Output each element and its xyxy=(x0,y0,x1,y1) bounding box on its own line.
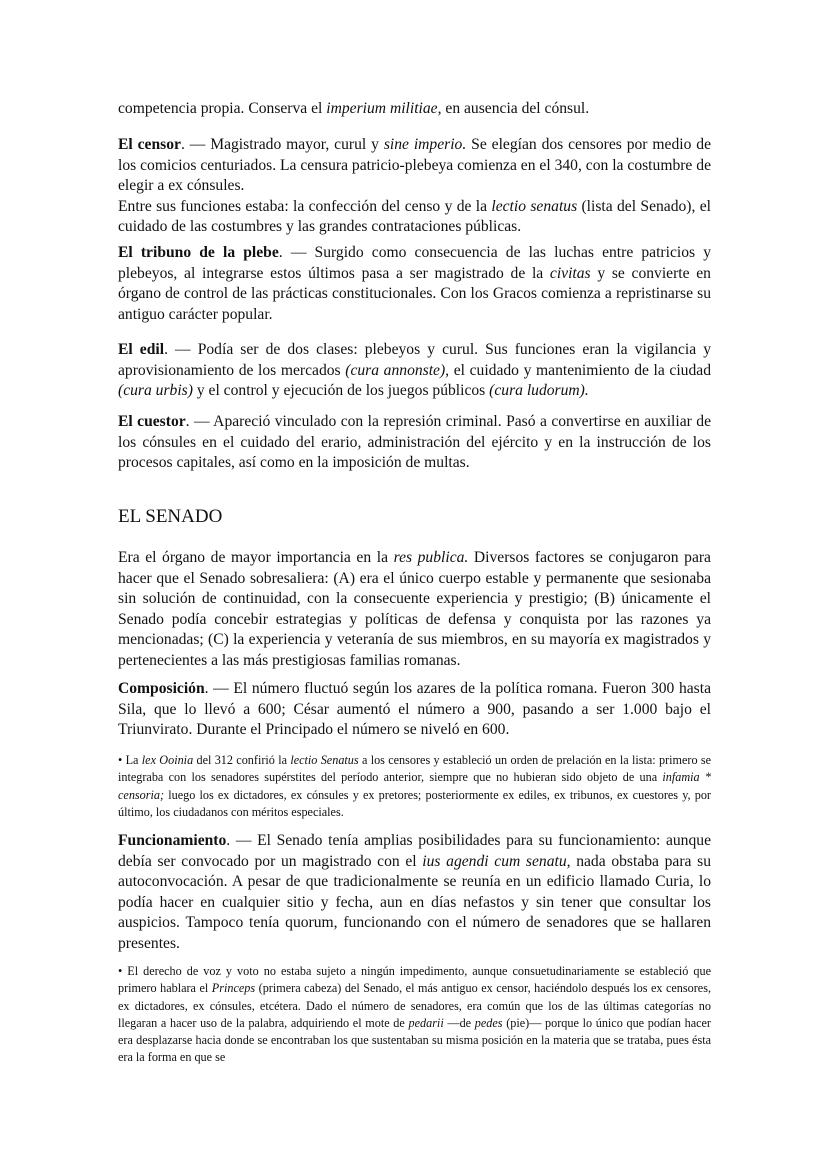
italic-term: lectio Senatus xyxy=(290,753,359,767)
text: nada obstaba para su autoconvocación. A pesar de que tradicionalmente se reunía en un edificio llamado Curia, lo podía hacer en cualquier sitio y fecha, aun en días nefastos y sin tener que consultar los auspicios. Tampoco tenía quorum, funcionando con el número de senadores que se hallaren presentes. xyxy=(118,852,711,952)
text: del 312 confirió la xyxy=(193,753,291,767)
text: . — Podía ser de dos clases: plebeyos y curul. Sus funciones eran la vigilancia y aprovisionamiento de los mercados xyxy=(118,341,712,379)
italic-term: (cura annonste), xyxy=(345,361,450,379)
term-tribuno: El tribuno de la plebe xyxy=(118,244,279,261)
text: y se convierte en órgano de control de las prácticas constitucionales. Con los Gracos comienza a repristinarse su antiguo carácter popular. xyxy=(118,264,711,323)
text: el cuidado y mantenimiento de la ciudad xyxy=(449,361,711,379)
text: Era el órgano de mayor importancia en la xyxy=(118,549,394,566)
text: . — Apareció vinculado con la represión criminal. Pasó a convertirse en auxiliar de los cónsules en el cuidado del erario, administración del ejército y en la instrucción de los procesos capitales, así como en la imposición de multas. xyxy=(118,413,711,472)
text: competencia propia. Conserva el xyxy=(118,100,327,117)
bullet: • xyxy=(118,964,123,978)
paragraph-censor xyxy=(118,135,711,238)
text: El derecho de voz y voto no estaba sujeto a ningún impedimento, aunque consuetudinariamente se estableció que primero hablara el xyxy=(118,964,711,996)
italic-term: lex Ooinia xyxy=(141,753,194,767)
italic-term: Princeps xyxy=(211,981,256,996)
paragraph-composicion xyxy=(118,679,711,741)
term-funcionamiento: Funcionamiento xyxy=(118,832,227,849)
italic-term: civitas xyxy=(549,264,591,282)
italic-term: (cura urbis) xyxy=(118,382,193,400)
italic-term: lectio senatus xyxy=(491,197,578,215)
italic-term: pedarii xyxy=(408,1015,444,1030)
italic-term: pedes xyxy=(474,1015,503,1030)
term-censor: El censor xyxy=(118,136,181,153)
section-heading-senado: EL SENADO xyxy=(118,506,223,527)
text: . — Magistrado mayor, curul y xyxy=(180,136,384,153)
text: (primera cabeza) del Senado, el más antiguo ex censor, haciéndolo después los ex censores, ex dictadores, ex cónsules, etcétera. Dado el número de senadores, era común que los de las últimas categorías no llegaran a hacer uso de la palabra, adquiriendo el mote de xyxy=(118,981,711,1030)
paragraph-consul-end xyxy=(118,99,711,120)
italic-term: ius agendi cum senatu, xyxy=(422,852,571,870)
term-composicion: Composición xyxy=(118,680,205,697)
text: . — El número fluctuó según los azares de la política romana. Fueron 300 hasta Sila, que lo llevó a 600; César aumentó el número a 900, pasando a ser 1.000 bajo el Triunvirato. Durante el Principado el número se niveló en 600. xyxy=(118,680,711,739)
italic-term: imperium militiae, xyxy=(326,100,442,117)
text: luego los ex dictadores, ex cónsules y ex pretores; posteriormente ex ediles, ex tribunos, ex cuestores y, por último, los ciudadanos con méritos especiales. xyxy=(118,787,711,819)
italic-term: sine imperio. xyxy=(383,136,467,153)
italic-term: (cura ludorum). xyxy=(489,382,589,400)
text: en ausencia del cónsul. xyxy=(441,100,590,117)
text: (pie)— porque lo único que podían hacer era desplazarse hacia donde se encontraban los que sustentaban su misma posición en la materia que se trataba, pues ésta era la forma en que se xyxy=(118,1015,711,1065)
text: Se elegían dos censores por medio de los comicios centuriados. La censura patricio-plebeya comienza en el 340, con la costumbre de elegir a ex cónsules. xyxy=(118,136,711,195)
text: y el control y ejecución de los juegos públicos xyxy=(192,382,490,400)
bullet: • xyxy=(118,753,123,767)
note-lex-ooinia xyxy=(118,752,711,821)
note-derecho-voz xyxy=(118,963,711,1067)
term-edil: El edil xyxy=(118,341,165,358)
italic-term: res publica. xyxy=(393,549,469,566)
text: Entre sus funciones estaba: la confección del censo y de la xyxy=(118,197,492,215)
italic-term: infamia * censoria; xyxy=(118,770,711,802)
term-cuestor: El cuestor xyxy=(118,413,186,430)
text: (lista del Senado), el cuidado de las costumbres y las grandes contrataciones públicas. xyxy=(118,197,711,236)
paragraph-cuestor xyxy=(118,412,711,474)
text: Diversos factores se conjugaron para hacer que el Senado sobresaliera: (A) era el único cuerpo estable y permanente que sesionaba sin solución de continuidad, con la consecuente experiencia y prestigio; (B) únicamente el Senado podía concebir estrategias y políticas de defensa y conquista por las razones ya mencionadas; (C) la experiencia y veteranía de sus miembros, en su mayoría ex magistrados y pertenecientes a las más prestigiosas familias romanas. xyxy=(118,549,711,669)
paragraph-edil xyxy=(118,340,711,402)
paragraph-tribuno xyxy=(118,243,711,325)
text: . — Surgido como consecuencia de las luchas entre patricios y plebeyos, al integrarse estos últimos pasa a ser magistrado de la xyxy=(118,244,711,282)
text: —de xyxy=(443,1015,475,1030)
text: a los censores y estableció un orden de prelación en la lista: primero se integraba con los senadores supérstites del período anterior, siempre que no hubieran sido objeto de una xyxy=(118,753,712,785)
text: . — El Senado tenía amplias posibilidades para su funcionamiento: aunque debía ser convocado por un magistrado con el xyxy=(118,832,711,870)
paragraph-senado-intro xyxy=(118,548,711,672)
paragraph-funcionamiento xyxy=(118,831,711,955)
text: La xyxy=(122,753,142,767)
